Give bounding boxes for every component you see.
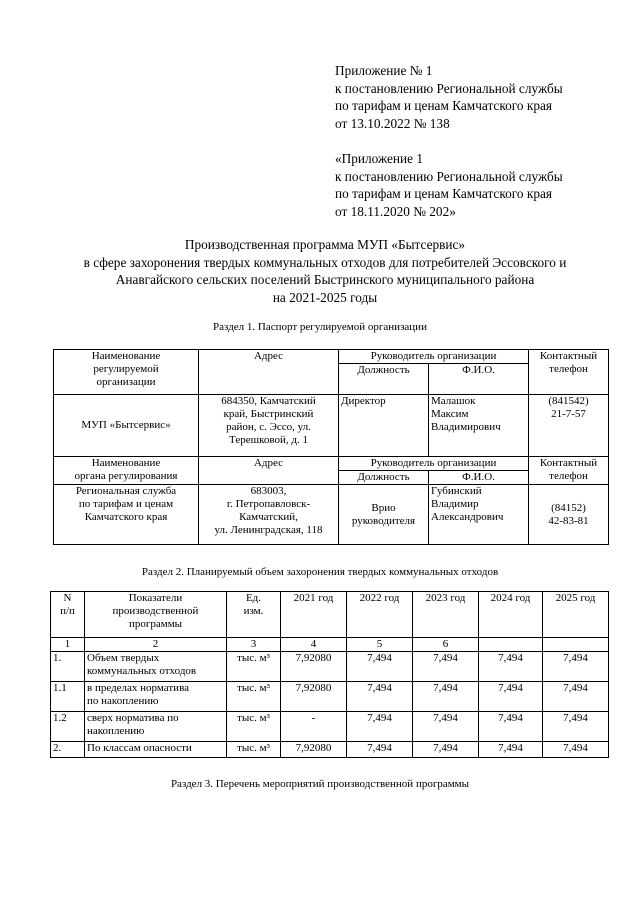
header-cell: Наименование органа регулирования [54,457,199,485]
header-cell: 2025 год [543,592,609,638]
title-line: в сфере захоронения твердых коммунальных отходов для потребителей Эссовского и [83,254,567,270]
header-cell: Ф.И.О. [429,364,529,395]
appendix-line: к постановлению Региональной службы [335,80,563,96]
number-cell: 3 [227,638,281,652]
number-cell [479,638,543,652]
table-row [51,712,609,742]
section2-caption: Раздел 2. Планируемый объем захоронения твердых коммунальных отходов [141,566,499,578]
regulator-phone-cell: (84152) 42-83-81 [529,485,609,545]
data-cell: 7,494 [347,742,413,758]
data-cell: 7,494 [413,742,479,758]
table-row [51,742,609,758]
header-cell: Контактный телефон [529,457,609,485]
appendix-line: от 13.10.2022 № 138 [335,115,450,131]
org-fio-cell: Малашок Максим Владимирович [429,395,529,457]
data-cell: 1.2 [51,712,85,742]
data-cell: 7,494 [479,652,543,682]
data-cell: 7,494 [413,652,479,682]
header-cell: 2022 год [347,592,413,638]
data-cell: 1.1 [51,682,85,712]
data-cell: Объем твердых коммунальных отходов [85,652,227,682]
data-cell: в пределах норматива по накоплению [85,682,227,712]
table-row [54,395,609,457]
appendix-previous-header [335,150,563,220]
data-cell: 7,494 [479,682,543,712]
regulator-name-cell: Региональная служба по тарифам и ценам Камчатского края [54,485,199,545]
data-cell: 7,92080 [281,652,347,682]
header-cell: Адрес [199,457,339,485]
data-cell: 7,494 [413,712,479,742]
number-cell: 2 [85,638,227,652]
data-cell: 7,92080 [281,742,347,758]
data-cell: 7,494 [543,742,609,758]
waste-volume-table [50,591,609,758]
number-cell: 6 [413,638,479,652]
header-cell: Ед. изм. [227,592,281,638]
header-cell: Должность [339,364,429,395]
header-cell: Руководитель организации [339,350,529,364]
data-cell: 1. [51,652,85,682]
header-cell: Адрес [199,350,339,395]
table-row [51,592,609,638]
appendix-line: от 18.11.2020 № 202» [335,203,456,219]
header-cell: 2023 год [413,592,479,638]
table-row [51,682,609,712]
data-cell: тыс. м³ [227,652,281,682]
title-line: на 2021-2025 годы [272,289,378,305]
data-cell: По классам опасности [85,742,227,758]
data-cell: сверх норматива по накоплению [85,712,227,742]
org-name-cell: МУП «Бытсервис» [54,395,199,457]
data-cell: 7,92080 [281,682,347,712]
number-cell: 4 [281,638,347,652]
data-cell: 7,494 [347,652,413,682]
table-row [54,485,609,545]
header-cell: Ф.И.О. [429,471,529,485]
org-address-cell: 684350, Камчатский край, Быстринский район, с. Эссо, ул. Терешковой, д. 1 [199,395,339,457]
header-cell: Руководитель организации [339,457,529,471]
data-cell: 7,494 [543,712,609,742]
data-cell: - [281,712,347,742]
data-cell: 2. [51,742,85,758]
header-cell: Наименование регулируемой организации [54,350,199,395]
org-phone-cell: (841542) 21-7-57 [529,395,609,457]
header-cell: Контактный телефон [529,350,609,395]
data-cell: 7,494 [347,682,413,712]
data-cell: 7,494 [543,652,609,682]
appendix-line: Приложение № 1 [335,63,433,78]
number-cell [543,638,609,652]
org-position-cell: Директор [339,395,429,457]
appendix-line: к постановлению Региональной службы [335,168,563,184]
organization-passport-table [53,349,609,545]
number-cell: 1 [51,638,85,652]
regulator-address-cell: 683003, г. Петропавловск- Камчатский, ул. Ленинградская, 118 [199,485,339,545]
header-cell: Показатели производственной программы [85,592,227,638]
document-title [40,236,610,306]
data-cell: тыс. м³ [227,682,281,712]
table-row [51,652,609,682]
appendix-line: «Приложение 1 [335,151,423,166]
data-cell: 7,494 [543,682,609,712]
header-cell: 2021 год [281,592,347,638]
section1-caption: Раздел 1. Паспорт регулируемой организации [213,321,427,333]
data-cell: 7,494 [479,742,543,758]
data-cell: тыс. м³ [227,712,281,742]
data-cell: 7,494 [413,682,479,712]
regulator-fio-cell: Губинский Владимир Александрович [429,485,529,545]
title-line: Производственная программа МУП «Бытсервис» [184,237,466,252]
header-cell: Должность [339,471,429,485]
data-cell: тыс. м³ [227,742,281,758]
data-cell: 7,494 [479,712,543,742]
regulator-position-cell: Врио руководителя [339,485,429,545]
header-cell: 2024 год [479,592,543,638]
header-cell: N п/п [51,592,85,638]
section3-caption: Раздел 3. Перечень мероприятий производственной программы [170,778,470,790]
appendix-line: по тарифам и ценам Камчатского края [335,98,552,113]
table-row [54,350,609,364]
table-row [51,638,609,652]
table-row [54,457,609,471]
title-line: Анавгайского сельских поселений Быстринского муниципального района [115,272,535,287]
number-cell: 5 [347,638,413,652]
appendix-line: по тарифам и ценам Камчатского края [335,186,552,201]
appendix-current-header [335,62,563,132]
data-cell: 7,494 [347,712,413,742]
